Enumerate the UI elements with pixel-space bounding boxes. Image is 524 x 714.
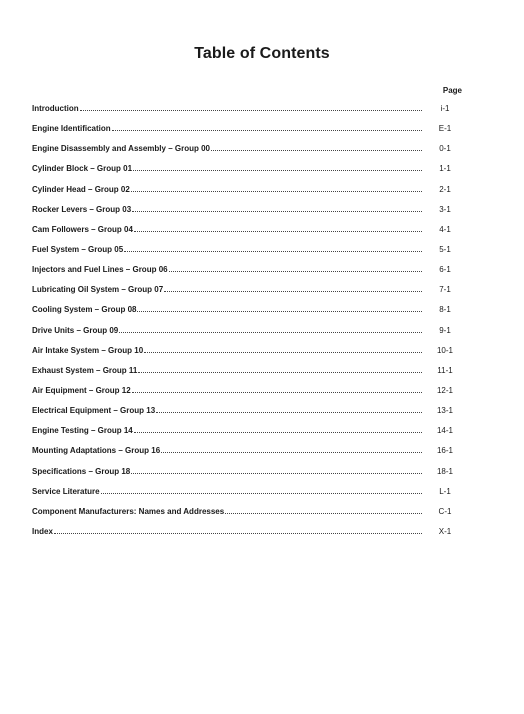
toc-entry-page: C-1 [438, 506, 452, 516]
dot-leader [164, 285, 422, 292]
toc-entry-label: Drive Units – Group 09 [32, 325, 119, 335]
toc-entry-cooling-system[interactable] [32, 305, 462, 325]
toc-entry-service-literature[interactable] [32, 487, 462, 507]
toc-entry-page: i-1 [440, 104, 450, 113]
toc-entry-component-manufacturers[interactable] [32, 507, 462, 527]
dot-leader [131, 467, 422, 474]
toc-entry-label: Air Intake System – Group 10 [32, 345, 144, 355]
toc-entry-label: Introduction [32, 104, 79, 113]
toc-entry-index[interactable] [32, 527, 462, 547]
toc-entry-label: Specifications – Group 18 [32, 466, 131, 476]
toc-entry-lubricating-oil-system[interactable] [32, 285, 462, 305]
toc-entry-page: 6-1 [439, 265, 451, 275]
toc-entry-page: 3-1 [439, 204, 451, 214]
toc-entry-label: Air Equipment – Group 12 [32, 385, 131, 395]
toc-entry-label: Component Manufacturers: Names and Addresses [32, 506, 225, 516]
toc-entry-label: Electrical Equipment – Group 13 [32, 406, 156, 416]
toc-entry-label: Fuel System – Group 05 [32, 244, 124, 254]
dot-leader [169, 265, 422, 272]
toc-entry-label: Injectors and Fuel Lines – Group 06 [32, 265, 168, 275]
dot-leader [134, 225, 422, 232]
toc-entry-mounting-adaptations[interactable] [32, 446, 462, 466]
toc-entry-page: 11-1 [437, 365, 453, 375]
toc-entry-page: 12-1 [436, 385, 453, 395]
dot-leader [80, 104, 422, 111]
dot-leader [156, 406, 422, 413]
toc-entry-page: X-1 [438, 526, 452, 536]
toc-entry-label: Cylinder Head – Group 02 [32, 184, 130, 194]
toc-entry-label: Engine Testing – Group 14 [32, 426, 133, 436]
dot-leader [137, 305, 422, 312]
toc-entry-label: Lubricating Oil System – Group 07 [32, 285, 164, 295]
toc-entry-electrical-equipment[interactable] [32, 406, 462, 426]
toc-entry-page: 0-1 [439, 144, 451, 154]
toc-entry-label: Engine Disassembly and Assembly – Group 00 [32, 144, 210, 154]
toc-entry-cylinder-head[interactable] [32, 185, 462, 205]
dot-leader [134, 426, 422, 433]
toc-entry-page: 9-1 [439, 325, 451, 335]
dot-leader [225, 507, 422, 514]
toc-entry-label: Exhaust System – Group 11 [32, 365, 138, 375]
dot-leader [138, 366, 422, 373]
toc-entry-label: Service Literature [32, 486, 100, 496]
toc-entry-injectors-fuel-lines[interactable] [32, 265, 462, 285]
dot-leader [161, 446, 422, 453]
dot-leader [124, 245, 422, 252]
toc-entry-label: Index [32, 526, 53, 536]
page-title: Table of Contents [194, 45, 330, 62]
toc-entry-introduction[interactable] [32, 104, 462, 124]
toc-entry-page: L-1 [439, 486, 451, 496]
toc-entry-engine-disassembly[interactable] [32, 144, 462, 164]
toc-entry-air-intake-system[interactable] [32, 346, 462, 366]
toc-entry-air-equipment[interactable] [32, 386, 462, 406]
dot-leader [132, 205, 422, 212]
toc-entry-page: 16-1 [436, 446, 453, 456]
table-of-contents [32, 104, 462, 547]
toc-entry-specifications[interactable] [32, 467, 462, 487]
toc-entry-exhaust-system[interactable] [32, 366, 462, 386]
dot-leader [131, 185, 422, 192]
dot-leader [101, 487, 422, 494]
toc-entry-page: 14-1 [436, 426, 453, 436]
toc-entry-page: 5-1 [439, 244, 451, 254]
toc-entry-rocker-levers[interactable] [32, 205, 462, 225]
toc-entry-label: Cooling System – Group 08 [32, 305, 137, 315]
toc-entry-fuel-system[interactable] [32, 245, 462, 265]
dot-leader [54, 527, 422, 534]
toc-entry-cam-followers[interactable] [32, 225, 462, 245]
dot-leader [112, 124, 422, 131]
toc-entry-page: 8-1 [439, 305, 451, 315]
toc-entry-label: Mounting Adaptations – Group 16 [32, 446, 161, 456]
toc-entry-drive-units[interactable] [32, 326, 462, 346]
toc-entry-page: 10-1 [436, 345, 453, 355]
toc-entry-label: Cam Followers – Group 04 [32, 224, 133, 234]
toc-entry-engine-identification[interactable] [32, 124, 462, 144]
toc-entry-page: 18-1 [436, 466, 453, 476]
dot-leader [133, 164, 422, 171]
toc-entry-page: 1-1 [439, 164, 451, 174]
toc-entry-page: 2-1 [439, 184, 451, 194]
dot-leader [144, 346, 422, 353]
dot-leader [119, 326, 422, 333]
dot-leader [132, 386, 422, 393]
toc-entry-label: Engine Identification [32, 124, 111, 134]
toc-entry-engine-testing[interactable] [32, 426, 462, 446]
toc-entry-cylinder-block[interactable] [32, 164, 462, 184]
toc-entry-page: 13-1 [436, 406, 453, 416]
dot-leader [211, 144, 422, 151]
toc-entry-page: E-1 [438, 124, 452, 134]
toc-entry-page: 7-1 [439, 285, 451, 295]
toc-entry-label: Cylinder Block – Group 01 [32, 164, 133, 174]
toc-entry-page: 4-1 [439, 224, 451, 234]
toc-entry-label: Rocker Levers – Group 03 [32, 204, 132, 214]
page-column-header: Page [442, 86, 462, 95]
